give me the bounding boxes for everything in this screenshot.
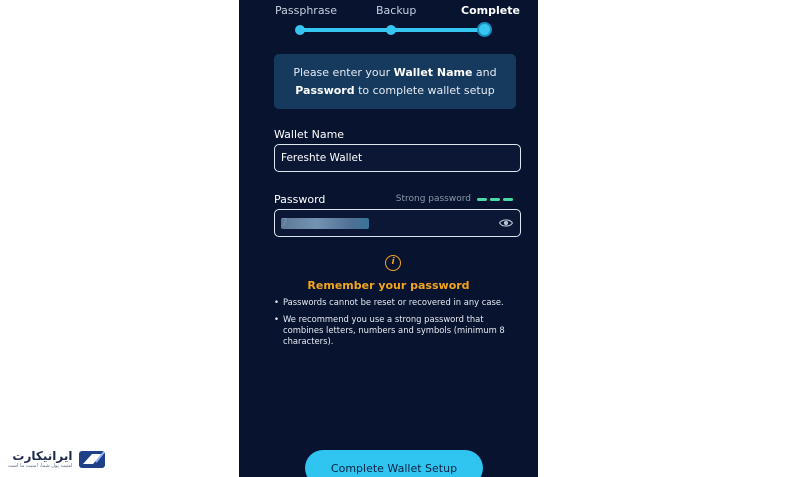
- brand-tagline: امنیت پول شما، امنیت ما است: [8, 462, 73, 469]
- brand-logo-icon: [78, 448, 108, 470]
- brand-watermark: [8, 448, 108, 470]
- step-passphrase-label: Passphrase: [275, 4, 338, 17]
- step-backup-dot: [386, 25, 396, 35]
- password-strength-indicator: [396, 194, 513, 204]
- progress-stepper: [239, 0, 538, 40]
- password-label: Password: [274, 193, 326, 206]
- strength-bar: [490, 198, 500, 201]
- complete-wallet-setup-button[interactable]: Complete Wallet Setup: [305, 450, 483, 477]
- step-passphrase-dot: [295, 25, 305, 35]
- instruction-text: Please enter your Wallet Name and Password to complete wallet setup: [293, 65, 497, 97]
- step-complete-label: Complete: [461, 4, 520, 17]
- step-complete-dot: [479, 24, 490, 35]
- password-strength-label: Strong password: [395, 194, 471, 204]
- wallet-name-input[interactable]: Fereshte Wallet: [274, 144, 521, 172]
- warning-title: Remember your password: [307, 279, 470, 292]
- password-masked-value: [281, 218, 369, 229]
- password-input[interactable]: [274, 209, 521, 237]
- strength-bar: [477, 198, 487, 201]
- wallet-setup-screen: [239, 0, 538, 477]
- warning-list: [274, 297, 514, 353]
- wallet-name-label: Wallet Name: [274, 128, 345, 141]
- step-backup-label: Backup: [376, 4, 417, 17]
- brand-name: ایرانیکارت: [12, 448, 73, 463]
- strength-bar: [503, 198, 513, 201]
- eye-icon[interactable]: [499, 216, 513, 230]
- info-icon: i: [385, 255, 401, 271]
- instruction-box: [274, 54, 516, 109]
- list-item: • We recommend you use a strong password that combines letters, numbers and symbols (minimum 8 characters).: [274, 314, 514, 347]
- list-item: • Passwords cannot be reset or recovered in any case.: [274, 297, 514, 308]
